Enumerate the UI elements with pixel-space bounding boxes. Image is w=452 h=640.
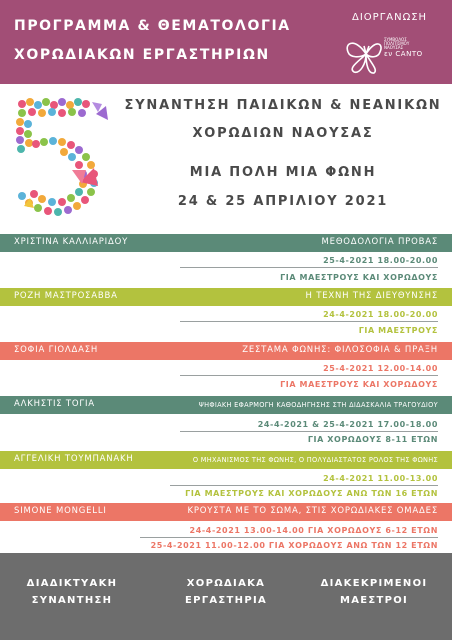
session-audience: ΓΙΑ ΧΟΡΩΔΟΥΣ 8-11 ΕΤΩΝ	[307, 435, 438, 444]
instructor-name: ΑΓΓΕΛΙΚΗ ΤΟΥΜΠΑΝΑΚΗ	[14, 454, 134, 464]
program-title-line1: ΠΡΟΓΡΑΜΜΑ & ΘΕΜΑΤΟΛΟΓΙΑ	[14, 18, 291, 34]
instructor-name: ΧΡΙΣΤΙΝΑ ΚΑΛΛΙΑΡΙΔΟΥ	[14, 237, 129, 247]
event-dates: 24 & 25 ΑΠΡΙΛΙΟΥ 2021	[177, 194, 389, 209]
session-time: 24-4-2021 13.00-14.00 ΓΙΑ ΧΟΡΩΔΟΥΣ 6-12 ΕΤΩΝ	[189, 526, 438, 535]
session-band	[0, 234, 452, 252]
instructor-name: ΡΟΖΗ ΜΑΣΤΡΟΣΑΒΒΑ	[14, 291, 118, 301]
footer-banner	[0, 553, 452, 640]
footer-item-conductors: ΔΙΑΚΕΚΡΙΜΕΝΟΙ ΜΑΕΣΤΡΟΙ	[320, 578, 428, 606]
session-audience: ΓΙΑ ΜΑΕΣΤΡΟΥΣ ΚΑΙ ΧΟΡΩΔΟΥΣ ΑΝΩ ΤΩΝ 16 ΕΤΩΝ	[185, 489, 438, 498]
session-time: 25-4-2021 12.00-14.00	[323, 364, 438, 373]
session-band	[0, 503, 452, 521]
organizer-name: εν CANTO	[384, 50, 423, 58]
header-banner	[0, 0, 452, 84]
divider	[140, 537, 438, 538]
event-hero	[0, 84, 452, 232]
session-topic: Ο ΜΗΧΑΝΙΣΜΟΣ ΤΗΣ ΦΩΝΗΣ, Ο ΠΟΛΥΔΙΑΣΤΑΤΟΣ ΡΟΛΟΣ ΤΗΣ ΦΩΝΗΣ	[192, 456, 438, 464]
session-audience: ΓΙΑ ΜΑΕΣΤΡΟΥΣ ΚΑΙ ΧΟΡΩΔΟΥΣ	[280, 273, 438, 282]
event-title-line1: ΣΥΝΑΝΤΗΣΗ ΠΑΙΔΙΚΩΝ & ΝΕΑΝΙΚΩΝ	[124, 98, 442, 113]
session-time: 24-4-2021 18.00-20.00	[323, 310, 438, 319]
session-topic: ΚΡΟΥΣΤΑ ΜΕ ΤΟ ΣΩΜΑ, ΣΤΙΣ ΧΟΡΩΔΙΑΚΕΣ ΟΜΑΔΕΣ	[187, 506, 438, 516]
session-band	[0, 342, 452, 360]
divider	[180, 267, 438, 268]
instructor-name: SIMONE MONGELLI	[14, 506, 107, 516]
instructor-name: ΣΟΦΙΑ ΓΙΟΛΔΑΣΗ	[14, 345, 99, 355]
instructor-name: ΑΛΚΗΣΤΙΣ ΤΟΓΙΑ	[14, 399, 95, 409]
session-time: 25-4-2021 18.00-20.00	[323, 256, 438, 265]
session-topic: ΜΕΘΟΔΟΛΟΓΙΑ ΠΡΟΒΑΣ	[321, 237, 438, 247]
divider	[180, 321, 438, 322]
session-topic: ΨΗΦΙΑΚΗ ΕΦΑΡΜΟΓΗ ΚΑΘΟΔΗΓΗΣΗΣ ΣΤΗ ΔΙΔΑΣΚΑΛΙΑ ΤΡΑΓΟΥΔΙΟΥ	[198, 401, 438, 409]
organizer-small-text: ΣΥΜΒΟΛΟΣ ΠΟΛΙΤΙΣΜΟΥ ΝΑΟΥΣΑΣ	[384, 37, 410, 50]
session-band	[0, 396, 452, 414]
session-time: 24-4-2021 11.00-13.00	[323, 474, 438, 483]
butterfly-number-five-icon	[8, 94, 114, 220]
divider	[170, 485, 438, 486]
session-topic: Η ΤΕΧΝΗ ΤΗΣ ΔΙΕΥΘΥΝΣΗΣ	[305, 291, 438, 301]
event-slogan: ΜΙΑ ΠΟΛΗ ΜΙΑ ΦΩΝΗ	[189, 165, 377, 180]
footer-item-online-meeting: ΔΙΑΔΙΚΤΥΑΚΗ ΣΥΝΑΝΤΗΣΗ	[26, 578, 118, 606]
session-band	[0, 288, 452, 306]
event-title-line2: ΧΟΡΩΔΙΩΝ ΝΑΟΥΣΑΣ	[192, 126, 374, 141]
program-title-line2: ΧΟΡΩΔΙΑΚΩΝ ΕΡΓΑΣΤΗΡΙΩΝ	[14, 47, 270, 63]
session-band	[0, 451, 452, 469]
footer-item-workshops: ΧΟΡΩΔΙΑΚΑ ΕΡΓΑΣΤΗΡΙΑ	[184, 578, 268, 606]
session-topic: ΖΕΣΤΑΜΑ ΦΩΝΗΣ: ΦΙΛΟΣΟΦΙΑ & ΠΡΑΞΗ	[242, 345, 438, 355]
divider	[180, 431, 438, 432]
session-audience: ΓΙΑ ΜΑΕΣΤΡΟΥΣ	[358, 326, 438, 335]
divider	[180, 375, 438, 376]
session-audience: 25-4-2021 11.00-12.00 ΓΙΑ ΧΟΡΩΔΟΥΣ ΑΝΩ ΤΩΝ 12 ΕΤΩΝ	[150, 541, 438, 550]
session-time: 24-4-2021 & 25-4-2021 17.00-18.00	[257, 420, 438, 429]
organizer-label: ΔΙΟΡΓΑΝΩΣΗ	[352, 12, 428, 23]
session-audience: ΓΙΑ ΜΑΕΣΤΡΟΥΣ ΚΑΙ ΧΟΡΩΔΟΥΣ	[280, 380, 438, 389]
